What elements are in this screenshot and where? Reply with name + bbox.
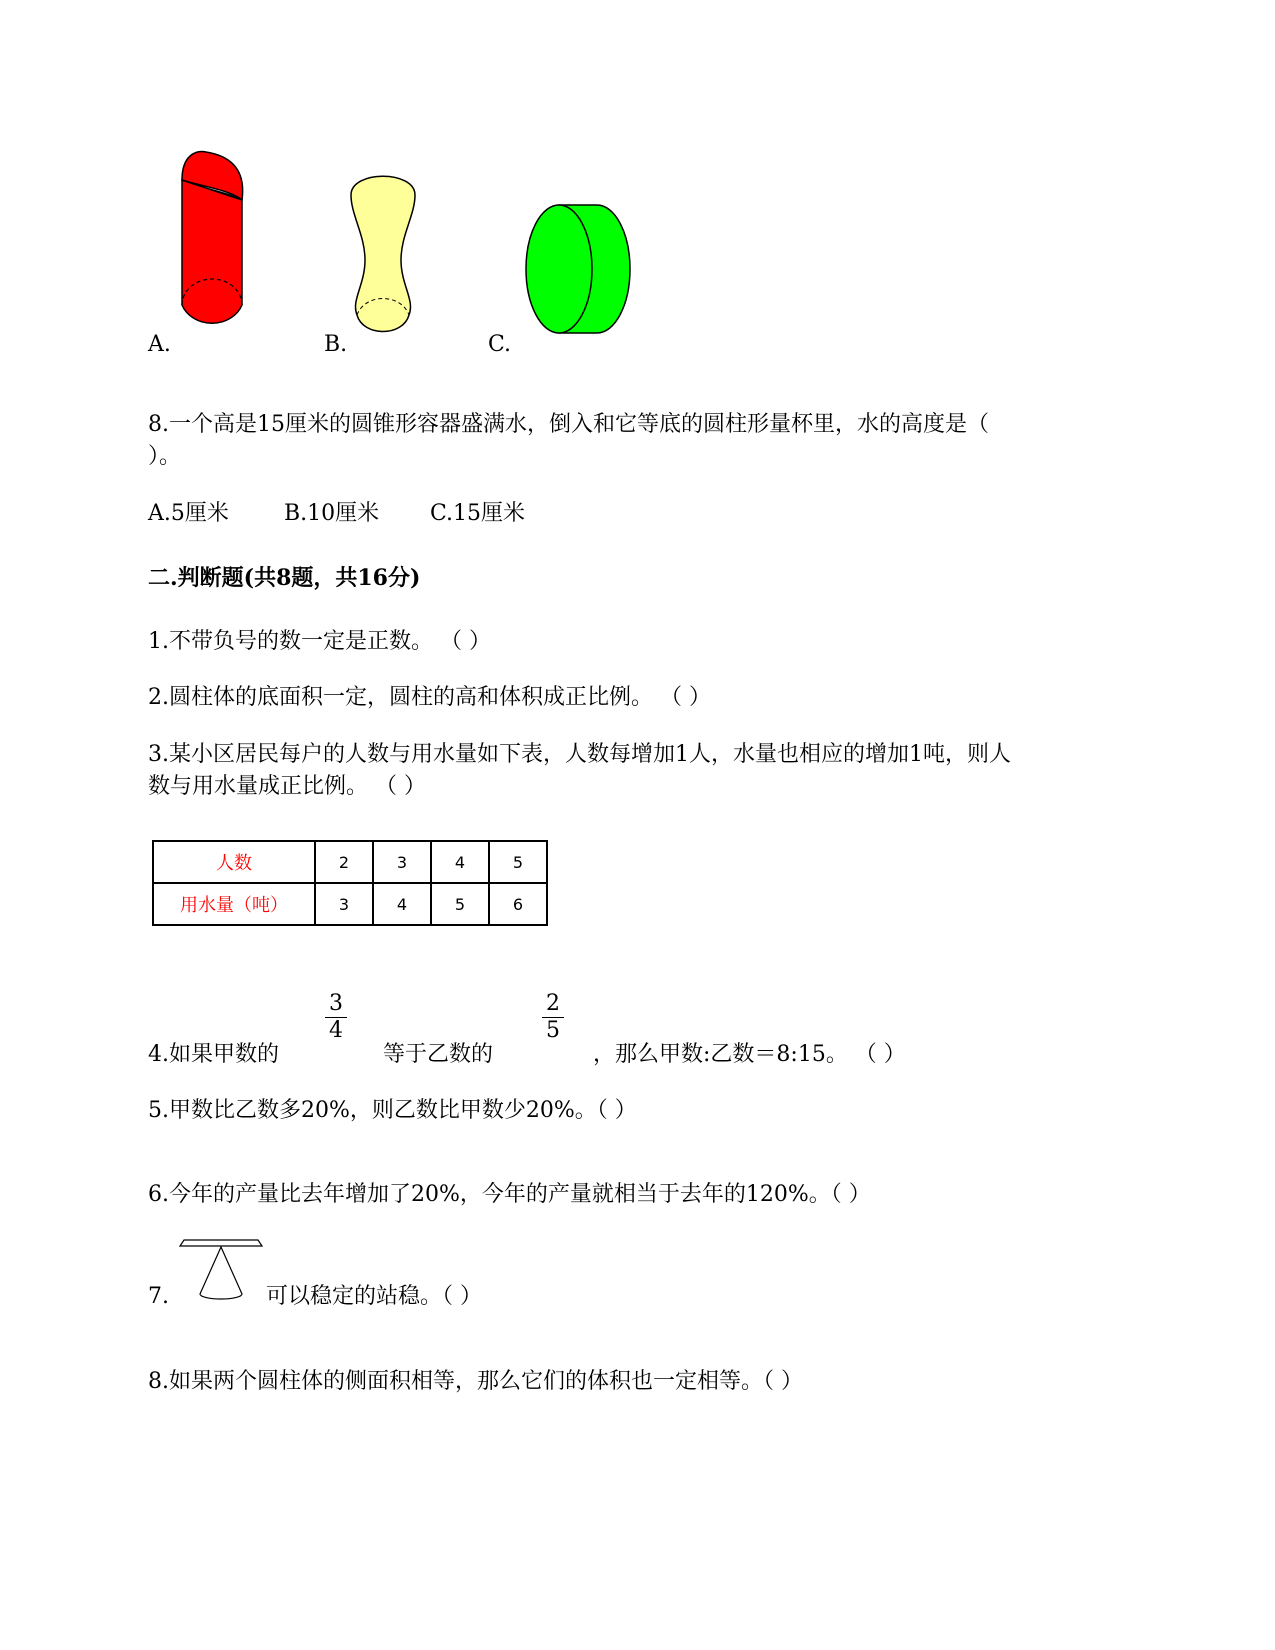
fraction-numerator: 2 <box>546 991 560 1016</box>
table-cell: 5 <box>489 841 547 883</box>
judge-q7-number: 7. <box>148 1284 169 1309</box>
judge-q4-part2: 等于乙数的 <box>383 1042 494 1067</box>
red-slanted-cylinder-figure <box>176 150 248 340</box>
judge-q3-line1: 3.某小区居民每户的人数与用水量如下表，人数每增加1人，水量也相应的增加1吨，则人 <box>148 742 1011 767</box>
q8-text-line2: ）。 <box>148 444 182 469</box>
judge-q4-part3: ，那么甲数:乙数＝8:15。 （ ） <box>593 1042 906 1067</box>
judge-q8: 8.如果两个圆柱体的侧面积相等，那么它们的体积也一定相等。（ ） <box>148 1369 803 1394</box>
table-cell: 4 <box>373 883 431 925</box>
table-row <box>153 883 547 925</box>
judge-q2: 2.圆柱体的底面积一定，圆柱的高和体积成正比例。 （ ） <box>148 685 711 710</box>
table-cell: 4 <box>431 841 489 883</box>
fraction-three-quarters <box>321 992 351 1043</box>
fraction-denominator: 5 <box>546 1018 560 1043</box>
table-cell: 2 <box>315 841 373 883</box>
fraction-two-fifths <box>538 992 568 1043</box>
judge-q4-part1: 4.如果甲数的 <box>148 1042 279 1067</box>
judge-q7-text: 可以稳定的站稳。（ ） <box>266 1284 482 1309</box>
green-short-cylinder-figure <box>515 202 633 336</box>
q8-option-a: A.5厘米 <box>148 501 229 526</box>
option-b-label: B. <box>324 332 348 357</box>
q8-text-line1: 8.一个高是15厘米的圆锥形容器盛满水，倒入和它等底的圆柱形量杯里，水的高度是（ <box>148 412 989 437</box>
judge-q5: 5.甲数比乙数多20%，则乙数比甲数少20%。（ ） <box>148 1098 637 1123</box>
row-label-water: 用水量（吨） <box>153 883 315 925</box>
table-row <box>153 841 547 883</box>
q8-option-c: C.15厘米 <box>430 501 526 526</box>
q8-option-b: B.10厘米 <box>284 501 380 526</box>
judge-q1: 1.不带负号的数一定是正数。 （ ） <box>148 629 491 654</box>
table-cell: 6 <box>489 883 547 925</box>
yellow-hourglass-figure <box>345 165 421 340</box>
row-label-people: 人数 <box>153 841 315 883</box>
water-usage-table <box>152 840 548 926</box>
option-a-label: A. <box>148 332 171 357</box>
table-cell: 3 <box>373 841 431 883</box>
judge-q6: 6.今年的产量比去年增加了20%，今年的产量就相当于去年的120%。（ ） <box>148 1182 871 1207</box>
table-cell: 5 <box>431 883 489 925</box>
judge-q3-line2: 数与用水量成正比例。 （ ） <box>148 774 426 799</box>
section-title: 二.判断题(共8题，共16分) <box>148 565 421 591</box>
option-c-label: C. <box>488 332 512 357</box>
fraction-denominator: 4 <box>329 1018 343 1043</box>
cone-balance-figure <box>178 1238 264 1300</box>
table-cell: 3 <box>315 883 373 925</box>
fraction-numerator: 3 <box>329 991 343 1016</box>
